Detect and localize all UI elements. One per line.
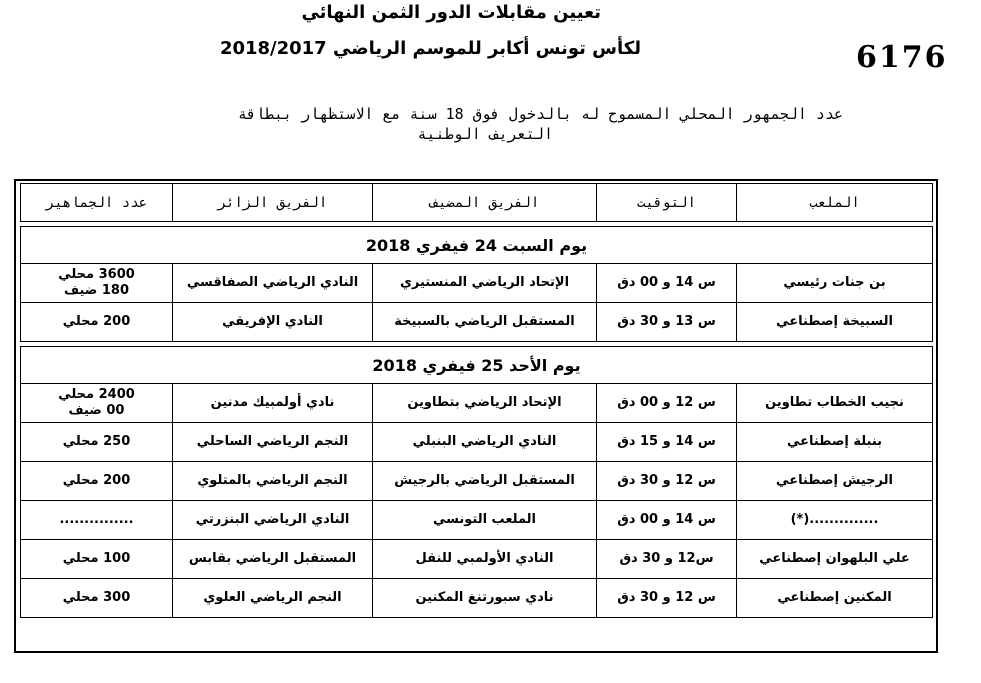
crowd-guest: 00 ضيف	[68, 403, 125, 418]
header-crowd: عدد الجماهير	[21, 184, 173, 222]
header-venue: الملعب	[737, 184, 933, 222]
away-team-cell: المستقبل الرياضي بقابس	[173, 540, 373, 579]
intro-paragraph	[103, 104, 843, 144]
crowd-cell	[21, 303, 173, 342]
home-team-cell: النادي الأولمبي للنقل	[373, 540, 597, 579]
table-row	[21, 303, 933, 342]
home-team-cell: الملعب التونسي	[373, 501, 597, 540]
venue-cell: ..............(*)	[737, 501, 933, 540]
crowd-cell	[21, 462, 173, 501]
venue-cell: نجيب الخطاب تطاوين	[737, 384, 933, 423]
home-team-cell: الإتحاد الرياضي بتطاوين	[373, 384, 597, 423]
crowd-cell	[21, 501, 173, 540]
crowd-local: 300 محلي	[62, 590, 131, 605]
time-cell: س 14 و 15 دق	[597, 423, 737, 462]
reference-number: 6176	[856, 40, 948, 75]
away-team-cell: النادي الرياضي الصفاقسي	[173, 264, 373, 303]
schedule-table	[20, 183, 933, 618]
venue-cell: بنبلة إصطناعي	[737, 423, 933, 462]
table-row	[21, 540, 933, 579]
away-team-cell: نادي أولمبيك مدنين	[173, 384, 373, 423]
day-row	[21, 347, 933, 384]
header-home: الفريق المضيف	[373, 184, 597, 222]
time-cell: س 12 و 00 دق	[597, 384, 737, 423]
intro-line-1: عدد الجمهور المحلي المسموح له بالدخول فوق 18 سنة مع الاستظهار ببطاقة	[237, 105, 843, 123]
crowd-local: 2400 محلي	[58, 387, 135, 402]
table-header-row	[21, 184, 933, 222]
venue-cell: الرجيش إصطناعي	[737, 462, 933, 501]
home-team-cell: نادي سبورتنغ المكنين	[373, 579, 597, 618]
table-row	[21, 579, 933, 618]
home-team-cell: النادي الرياضي البنبلي	[373, 423, 597, 462]
crowd-local: ...............	[59, 512, 134, 527]
crowd-cell	[21, 540, 173, 579]
table-row	[21, 264, 933, 303]
away-team-cell: النجم الرياضي الساحلي	[173, 423, 373, 462]
crowd-local: 250 محلي	[62, 434, 131, 449]
away-team-cell: النجم الرياضي العلوي	[173, 579, 373, 618]
crowd-cell	[21, 579, 173, 618]
header-away: الفريق الزائر	[173, 184, 373, 222]
venue-cell: المكنين إصطناعي	[737, 579, 933, 618]
away-team-cell: النادي الرياضي البنزرتي	[173, 501, 373, 540]
venue-cell: بن جنات رئيسي	[737, 264, 933, 303]
table-row	[21, 423, 933, 462]
time-cell: س 13 و 30 دق	[597, 303, 737, 342]
title-line-1: تعيين مقابلات الدور الثمن النهائي	[301, 2, 601, 23]
day-row	[21, 227, 933, 264]
day-label: يوم الأحد 25 فيفري 2018	[21, 347, 933, 384]
away-team-cell: النجم الرياضي بالمتلوي	[173, 462, 373, 501]
venue-cell: السبيخة إصطناعي	[737, 303, 933, 342]
crowd-local: 200 محلي	[62, 314, 131, 329]
home-team-cell: الإتحاد الرياضي المنستيري	[373, 264, 597, 303]
home-team-cell: المستقبل الرياضي بالرجيش	[373, 462, 597, 501]
crowd-local: 100 محلي	[62, 551, 131, 566]
time-cell: س 12 و 30 دق	[597, 462, 737, 501]
time-cell: س 14 و 00 دق	[597, 501, 737, 540]
time-cell: س12 و 30 دق	[597, 540, 737, 579]
home-team-cell: المستقبل الرياضي بالسبيخة	[373, 303, 597, 342]
time-cell: س 12 و 30 دق	[597, 579, 737, 618]
table-row	[21, 462, 933, 501]
header-time: التوقيت	[597, 184, 737, 222]
crowd-cell	[21, 423, 173, 462]
venue-cell: علي البلهوان إصطناعي	[737, 540, 933, 579]
day-label: يوم السبت 24 فيفري 2018	[21, 227, 933, 264]
crowd-cell	[21, 264, 173, 303]
intro-line-2: التعريف الوطنية	[417, 125, 553, 143]
crowd-cell	[21, 384, 173, 423]
title-line-2: لكأس تونس أكابر للموسم الرياضي 2018/2017	[219, 38, 641, 59]
crowd-local: 3600 محلي	[58, 267, 135, 282]
table-row	[21, 501, 933, 540]
table-row	[21, 384, 933, 423]
away-team-cell: النادي الإفريقي	[173, 303, 373, 342]
time-cell: س 14 و 00 دق	[597, 264, 737, 303]
crowd-local: 200 محلي	[62, 473, 131, 488]
crowd-guest: 180 ضيف	[63, 283, 130, 298]
